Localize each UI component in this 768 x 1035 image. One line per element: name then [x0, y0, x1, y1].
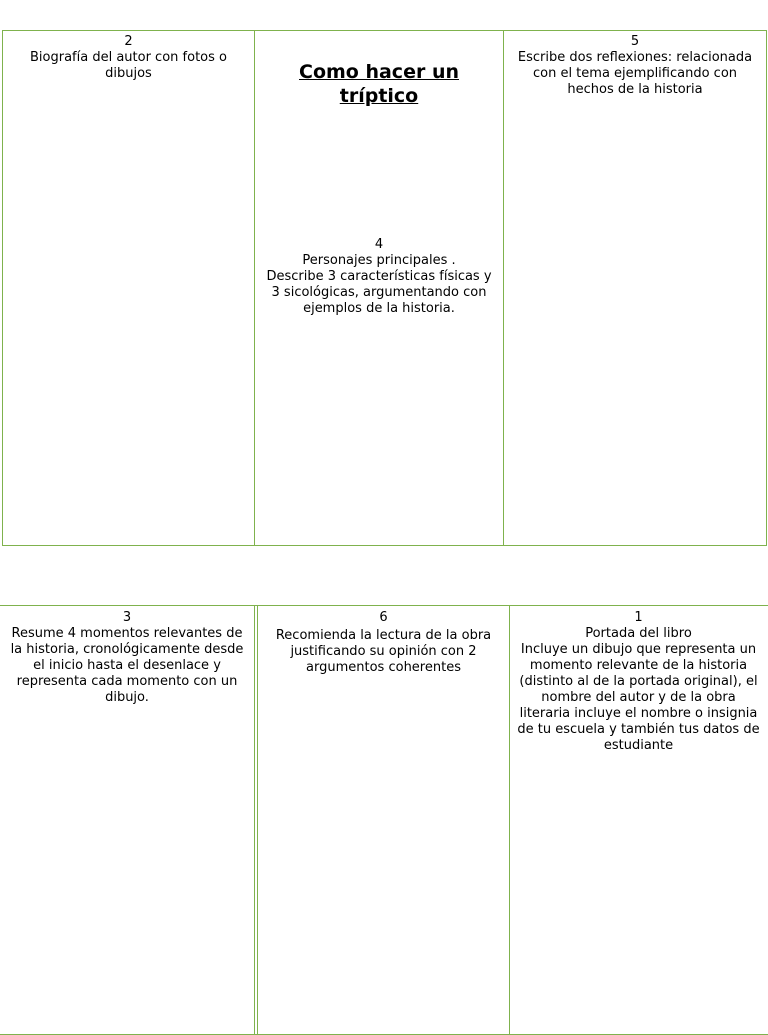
panel-heading: Portada del libro: [585, 626, 692, 641]
panel-text: Recomienda la lectura de la obra justificando su opinión con 2 argumentos coherentes: [275, 628, 492, 675]
panel-number: 6: [379, 610, 388, 625]
panel-line: ejemplos de la historia.: [303, 301, 455, 316]
panel-number: 1: [634, 610, 643, 625]
top-divider-2: [503, 30, 504, 546]
panel-text: Biografía del autor con fotos o dibujos: [30, 50, 227, 81]
panel-number: 2: [124, 34, 133, 49]
page-title: Como hacer un tríptico: [299, 61, 459, 107]
panel-number: 3: [122, 610, 132, 625]
panel-text: Resume 4 momentos relevantes de la historia, cronológicamente desde el inicio hasta el desenlace y representa cada momento con un dibujo.: [10, 626, 244, 705]
panel-text: Incluye un dibujo que representa un momento relevante de la historia (distinto al de la portada original), el nombre del autor y de la obra literaria incluye el nombre o insignia de tu escuela y también tus datos de estudiante: [517, 642, 760, 753]
panel-4-main-characters: [255, 233, 503, 321]
panel-6-recommendation: [258, 606, 509, 680]
panel-1-book-cover: [510, 606, 767, 758]
panel-5-reflections: [504, 30, 766, 102]
panel-2-author-biography: [3, 30, 254, 86]
panel-3-summary: [0, 606, 254, 710]
panel-text: Escribe dos reflexiones: relacionada con el tema ejemplificando con hechos de la historia: [517, 50, 753, 97]
panel-line: Describe 3 características físicas y: [266, 269, 492, 284]
panel-line: Personajes principales .: [302, 253, 456, 268]
panel-number: 4: [374, 237, 384, 252]
panel-line: 3 sicológicas, argumentando con: [271, 285, 487, 300]
bottom-divider-1: [254, 605, 255, 1035]
panel-number: 5: [630, 34, 640, 49]
